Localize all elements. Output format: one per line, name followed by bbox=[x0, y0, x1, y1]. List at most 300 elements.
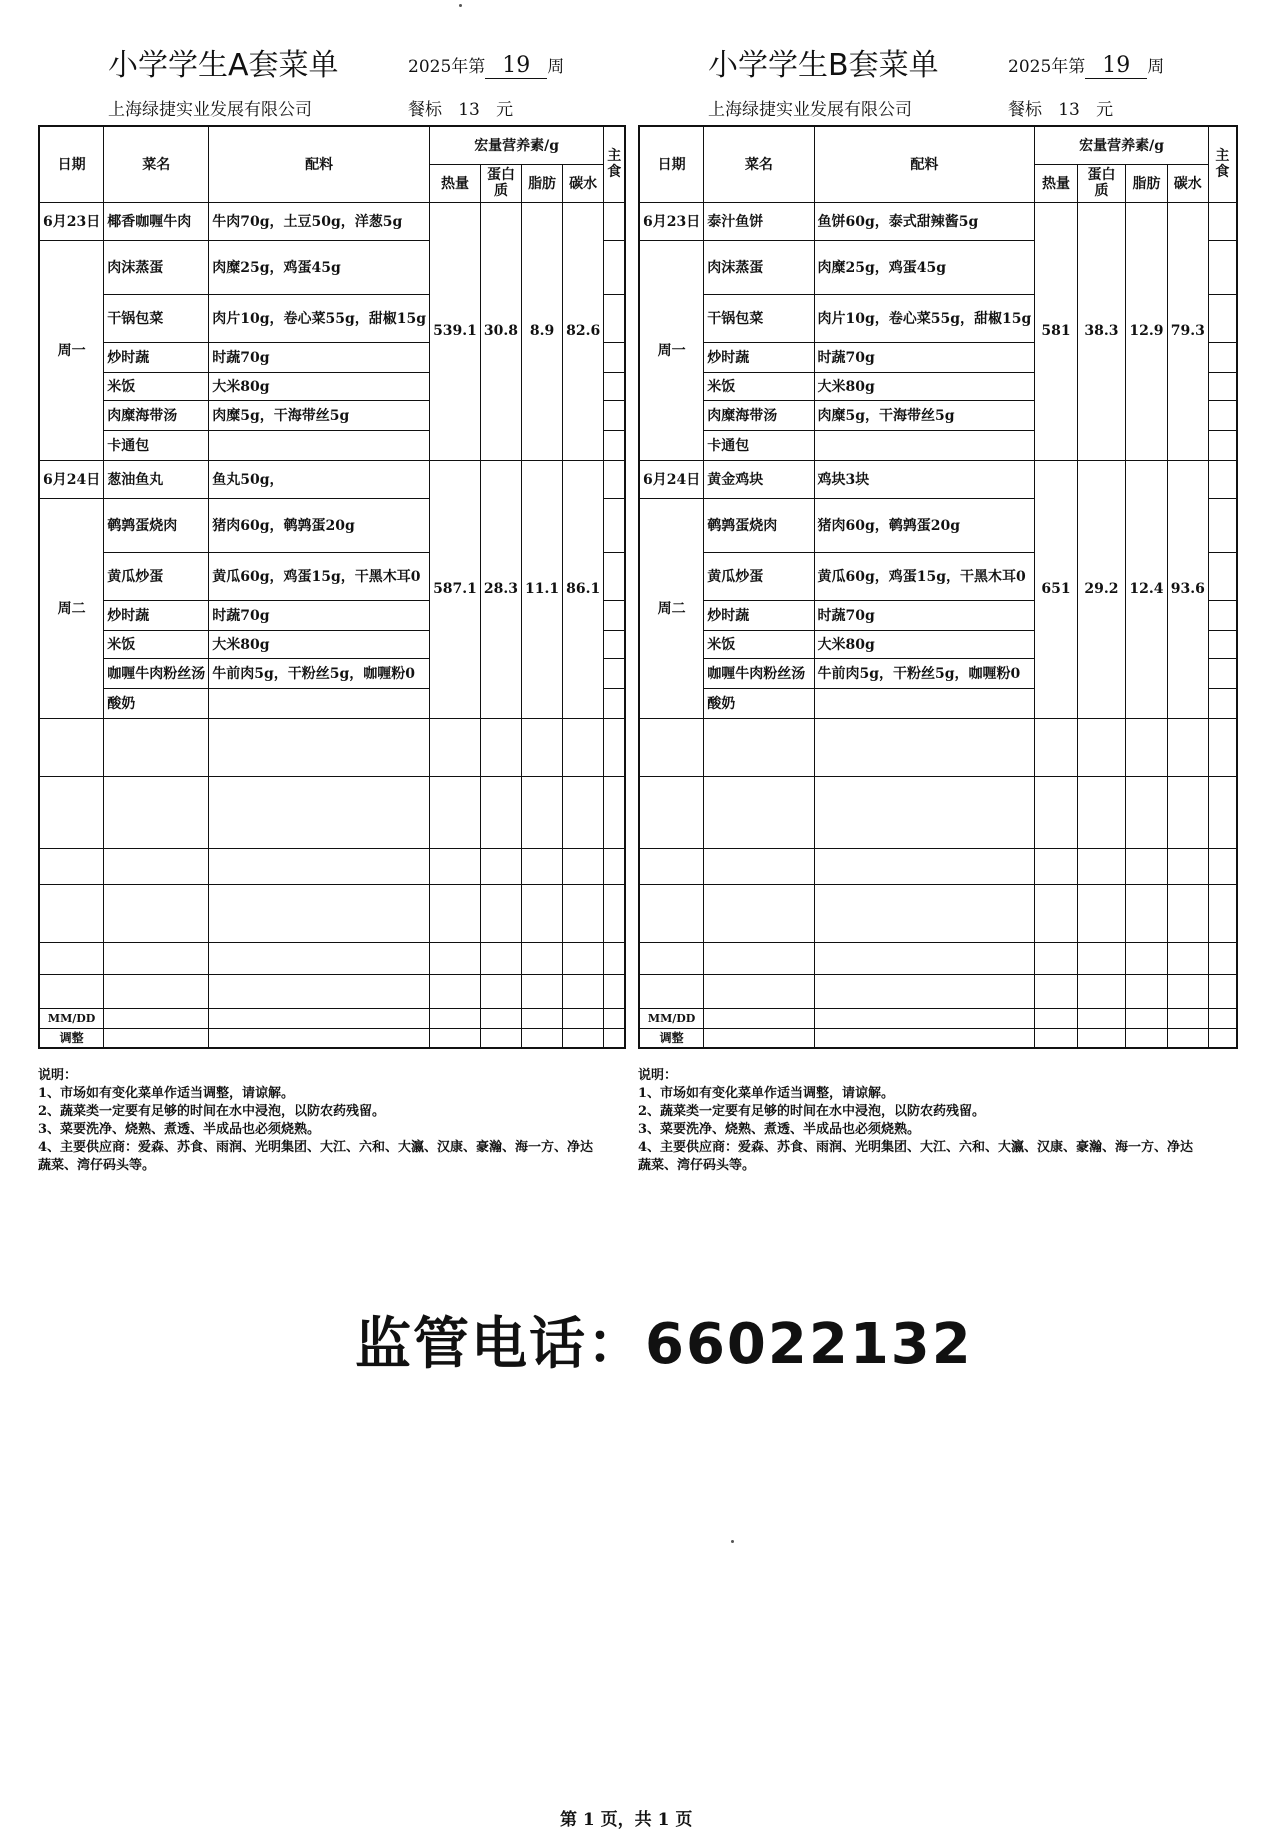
empty-cell bbox=[1035, 942, 1077, 974]
header-dish: 菜名 bbox=[104, 126, 209, 202]
empty-cell bbox=[1167, 942, 1208, 974]
dish-ingredients bbox=[209, 430, 430, 460]
empty-cell bbox=[1035, 1008, 1077, 1028]
empty-cell bbox=[814, 974, 1035, 1008]
empty-cell bbox=[430, 942, 481, 974]
empty-cell bbox=[104, 718, 209, 776]
dish-name: 泰汁鱼饼 bbox=[704, 202, 814, 240]
empty-cell bbox=[1167, 718, 1208, 776]
dish-ingredients: 大米80g bbox=[814, 372, 1035, 400]
dish-name: 黄金鸡块 bbox=[704, 460, 814, 498]
empty-cell bbox=[104, 776, 209, 848]
sheet-header bbox=[38, 0, 606, 125]
nutrient-carbs: 82.6 bbox=[563, 202, 604, 460]
empty-cell bbox=[814, 1008, 1035, 1028]
dish-name: 鹌鹑蛋烧肉 bbox=[704, 498, 814, 552]
empty-cell bbox=[1208, 942, 1237, 974]
day-weekday: 周二 bbox=[639, 498, 704, 718]
note-line: 说明： bbox=[38, 1068, 78, 1083]
dish-ingredients: 黄瓜60g，鸡蛋15g，干黑木耳0 bbox=[814, 552, 1035, 600]
staple-cell bbox=[1208, 202, 1237, 240]
empty-cell bbox=[704, 1008, 814, 1028]
note-line: 1、市场如有变化菜单作适当调整，请谅解。 bbox=[638, 1086, 895, 1101]
nutrient-calories: 651 bbox=[1035, 460, 1077, 718]
price-unit: 元 bbox=[496, 100, 514, 120]
empty-cell bbox=[604, 1028, 626, 1048]
empty-cell bbox=[522, 1028, 563, 1048]
empty-cell bbox=[522, 1008, 563, 1028]
dish-name: 咖喱牛肉粉丝汤 bbox=[704, 658, 814, 688]
header-calories: 热量 bbox=[430, 164, 481, 202]
empty-cell bbox=[814, 1028, 1035, 1048]
dish-name: 葱油鱼丸 bbox=[104, 460, 209, 498]
week-label bbox=[1008, 52, 1164, 79]
dish-name: 干锅包菜 bbox=[104, 294, 209, 342]
staple-cell bbox=[604, 400, 626, 430]
empty-cell bbox=[430, 1028, 481, 1048]
staple-cell bbox=[1208, 688, 1237, 718]
empty-cell bbox=[814, 776, 1035, 848]
year-week-prefix: 2025年第 bbox=[408, 57, 486, 77]
dish-name: 肉沫蒸蛋 bbox=[704, 240, 814, 294]
empty-cell bbox=[104, 1028, 209, 1048]
empty-cell bbox=[704, 776, 814, 848]
header-ingredients: 配料 bbox=[209, 126, 430, 202]
empty-cell bbox=[430, 776, 481, 848]
dish-name: 肉糜海带汤 bbox=[704, 400, 814, 430]
dish-ingredients: 鸡块3块 bbox=[814, 460, 1035, 498]
empty-cell bbox=[814, 942, 1035, 974]
empty-cell bbox=[1167, 848, 1208, 884]
dish-ingredients: 鱼饼60g，泰式甜辣酱5g bbox=[814, 202, 1035, 240]
dish-name: 黄瓜炒蛋 bbox=[104, 552, 209, 600]
dish-ingredients: 时蔬70g bbox=[209, 600, 430, 630]
empty-cell bbox=[814, 848, 1035, 884]
empty-cell bbox=[1208, 848, 1237, 884]
hotline-label: 监管电话： bbox=[355, 1312, 645, 1377]
week-suffix: 周 bbox=[547, 57, 565, 77]
staple-cell bbox=[604, 600, 626, 630]
staple-cell bbox=[604, 240, 626, 294]
empty-cell bbox=[430, 1008, 481, 1028]
adjust-label: 调整 bbox=[39, 1028, 104, 1048]
notes-block bbox=[638, 1067, 1198, 1175]
dish-ingredients: 肉片10g，卷心菜55g，甜椒15g bbox=[209, 294, 430, 342]
dish-name: 米饭 bbox=[104, 372, 209, 400]
meal-price bbox=[1008, 95, 1113, 120]
empty-cell bbox=[563, 942, 604, 974]
note-line: 说明： bbox=[638, 1068, 678, 1083]
nutrient-protein: 28.3 bbox=[480, 460, 521, 718]
notes-block bbox=[38, 1067, 598, 1175]
nutrient-fat: 12.4 bbox=[1126, 460, 1168, 718]
empty-cell bbox=[480, 776, 521, 848]
staple-cell bbox=[604, 342, 626, 372]
empty-row bbox=[39, 776, 625, 848]
header-staple: 主食 bbox=[1208, 126, 1237, 202]
empty-cell bbox=[1126, 884, 1168, 942]
empty-row bbox=[639, 848, 1237, 884]
menu-title: 小学学生B套菜单 bbox=[708, 48, 939, 83]
nutrient-protein: 38.3 bbox=[1077, 202, 1125, 460]
empty-cell bbox=[704, 848, 814, 884]
empty-cell bbox=[704, 884, 814, 942]
nutrient-carbs: 86.1 bbox=[563, 460, 604, 718]
empty-cell bbox=[1126, 1028, 1168, 1048]
table-row bbox=[639, 202, 1237, 240]
empty-cell bbox=[39, 942, 104, 974]
staple-cell bbox=[604, 430, 626, 460]
dish-ingredients: 大米80g bbox=[209, 630, 430, 658]
day-weekday: 周一 bbox=[639, 240, 704, 460]
empty-cell bbox=[563, 884, 604, 942]
empty-cell bbox=[104, 1008, 209, 1028]
empty-row bbox=[39, 848, 625, 884]
dish-ingredients: 大米80g bbox=[209, 372, 430, 400]
dish-name: 酸奶 bbox=[104, 688, 209, 718]
week-number: 19 bbox=[1085, 53, 1147, 79]
year-week-prefix: 2025年第 bbox=[1008, 57, 1086, 77]
staple-cell bbox=[1208, 658, 1237, 688]
empty-cell bbox=[639, 718, 704, 776]
empty-cell bbox=[209, 718, 430, 776]
header-nutrients: 宏量营养素/g bbox=[1035, 126, 1209, 164]
day-date: 6月23日 bbox=[639, 202, 704, 240]
nutrient-fat: 12.9 bbox=[1126, 202, 1168, 460]
sheet-header bbox=[638, 0, 1238, 125]
day-date: 6月23日 bbox=[39, 202, 104, 240]
dish-ingredients bbox=[814, 688, 1035, 718]
empty-cell bbox=[1167, 974, 1208, 1008]
empty-cell bbox=[522, 848, 563, 884]
dish-ingredients: 鱼丸50g， bbox=[209, 460, 430, 498]
dish-ingredients: 肉糜25g，鸡蛋45g bbox=[209, 240, 430, 294]
staple-cell bbox=[1208, 372, 1237, 400]
staple-cell bbox=[604, 630, 626, 658]
staple-cell bbox=[1208, 630, 1237, 658]
dish-ingredients: 时蔬70g bbox=[814, 600, 1035, 630]
menu-sheet-a bbox=[38, 0, 622, 1175]
week-number: 19 bbox=[485, 53, 547, 79]
dish-name: 咖喱牛肉粉丝汤 bbox=[104, 658, 209, 688]
header-nutrients: 宏量营养素/g bbox=[430, 126, 604, 164]
staple-cell bbox=[604, 552, 626, 600]
nutrient-calories: 539.1 bbox=[430, 202, 481, 460]
empty-cell bbox=[522, 942, 563, 974]
note-line: 3、菜要洗净、烧熟、煮透、半成品也必须烧熟。 bbox=[38, 1122, 321, 1137]
empty-cell bbox=[1126, 974, 1168, 1008]
company-name: 上海绿捷实业发展有限公司 bbox=[108, 100, 312, 120]
empty-cell bbox=[704, 718, 814, 776]
empty-cell bbox=[1208, 1008, 1237, 1028]
dish-ingredients: 猪肉60g，鹌鹑蛋20g bbox=[209, 498, 430, 552]
staple-cell bbox=[604, 202, 626, 240]
header-calories: 热量 bbox=[1035, 164, 1077, 202]
price-unit: 元 bbox=[1096, 100, 1114, 120]
company-name: 上海绿捷实业发展有限公司 bbox=[708, 100, 912, 120]
empty-cell bbox=[1208, 718, 1237, 776]
staple-cell bbox=[604, 460, 626, 498]
staple-cell bbox=[604, 498, 626, 552]
empty-cell bbox=[604, 1008, 626, 1028]
empty-cell bbox=[604, 942, 626, 974]
staple-cell bbox=[1208, 460, 1237, 498]
dish-name: 米饭 bbox=[104, 630, 209, 658]
note-line: 3、菜要洗净、烧熟、煮透、半成品也必须烧熟。 bbox=[638, 1122, 921, 1137]
price-label: 餐标 bbox=[408, 100, 442, 120]
empty-cell bbox=[639, 848, 704, 884]
empty-cell bbox=[39, 974, 104, 1008]
dish-ingredients: 时蔬70g bbox=[209, 342, 430, 372]
staple-cell bbox=[604, 658, 626, 688]
empty-cell bbox=[1077, 1008, 1125, 1028]
menu-table bbox=[638, 125, 1238, 1049]
empty-cell bbox=[522, 718, 563, 776]
dish-ingredients: 牛前肉5g，干粉丝5g，咖喱粉0 bbox=[209, 658, 430, 688]
dish-name: 炒时蔬 bbox=[704, 600, 814, 630]
empty-cell bbox=[522, 884, 563, 942]
mmdd-label: MM/DD bbox=[639, 1008, 704, 1028]
empty-cell bbox=[604, 776, 626, 848]
dish-name: 炒时蔬 bbox=[104, 342, 209, 372]
empty-cell bbox=[39, 776, 104, 848]
adjust-label: 调整 bbox=[639, 1028, 704, 1048]
staple-cell bbox=[604, 688, 626, 718]
empty-cell bbox=[522, 776, 563, 848]
empty-cell bbox=[480, 942, 521, 974]
header-ingredients: 配料 bbox=[814, 126, 1035, 202]
empty-row bbox=[639, 776, 1237, 848]
price-label: 餐标 bbox=[1008, 100, 1042, 120]
price-value: 13 bbox=[1058, 100, 1080, 120]
dish-name: 肉沫蒸蛋 bbox=[104, 240, 209, 294]
empty-row bbox=[39, 942, 625, 974]
dish-name: 米饭 bbox=[704, 630, 814, 658]
dish-ingredients: 牛前肉5g，干粉丝5g，咖喱粉0 bbox=[814, 658, 1035, 688]
empty-cell bbox=[563, 1008, 604, 1028]
week-label bbox=[408, 52, 564, 79]
staple-cell bbox=[1208, 342, 1237, 372]
empty-cell bbox=[480, 718, 521, 776]
empty-cell bbox=[209, 884, 430, 942]
dish-name: 酸奶 bbox=[704, 688, 814, 718]
empty-cell bbox=[704, 974, 814, 1008]
mmdd-row bbox=[39, 1008, 625, 1028]
dish-ingredients: 肉糜5g，干海带丝5g bbox=[209, 400, 430, 430]
empty-cell bbox=[639, 884, 704, 942]
dish-ingredients: 猪肉60g，鹌鹑蛋20g bbox=[814, 498, 1035, 552]
empty-row bbox=[39, 974, 625, 1008]
empty-cell bbox=[1077, 1028, 1125, 1048]
empty-cell bbox=[1035, 1028, 1077, 1048]
dish-name: 肉糜海带汤 bbox=[104, 400, 209, 430]
mmdd-row bbox=[639, 1008, 1237, 1028]
empty-cell bbox=[480, 974, 521, 1008]
empty-row bbox=[639, 942, 1237, 974]
empty-cell bbox=[1077, 848, 1125, 884]
dish-name: 卡通包 bbox=[104, 430, 209, 460]
staple-cell bbox=[1208, 600, 1237, 630]
empty-cell bbox=[1208, 1028, 1237, 1048]
price-value: 13 bbox=[458, 100, 480, 120]
staple-cell bbox=[1208, 400, 1237, 430]
page-footer: 第 1 页，共 1 页 bbox=[560, 1810, 693, 1830]
menu-table bbox=[38, 125, 626, 1049]
dish-ingredients bbox=[814, 430, 1035, 460]
empty-cell bbox=[39, 848, 104, 884]
note-line: 1、市场如有变化菜单作适当调整，请谅解。 bbox=[38, 1086, 295, 1101]
empty-cell bbox=[604, 848, 626, 884]
empty-cell bbox=[604, 884, 626, 942]
day-weekday: 周一 bbox=[39, 240, 104, 460]
empty-cell bbox=[563, 718, 604, 776]
empty-cell bbox=[1167, 1008, 1208, 1028]
empty-cell bbox=[1077, 884, 1125, 942]
empty-row bbox=[39, 718, 625, 776]
dish-ingredients: 黄瓜60g，鸡蛋15g，干黑木耳0 bbox=[209, 552, 430, 600]
header-carbs: 碳水 bbox=[563, 164, 604, 202]
header-protein: 蛋白质 bbox=[480, 164, 521, 202]
nutrient-protein: 29.2 bbox=[1077, 460, 1125, 718]
empty-row bbox=[639, 884, 1237, 942]
nutrient-fat: 8.9 bbox=[522, 202, 563, 460]
empty-cell bbox=[563, 974, 604, 1008]
dish-name: 鹌鹑蛋烧肉 bbox=[104, 498, 209, 552]
empty-cell bbox=[1126, 1008, 1168, 1028]
day-date: 6月24日 bbox=[39, 460, 104, 498]
empty-cell bbox=[1167, 776, 1208, 848]
empty-cell bbox=[1035, 718, 1077, 776]
empty-cell bbox=[430, 848, 481, 884]
nutrient-calories: 587.1 bbox=[430, 460, 481, 718]
empty-cell bbox=[814, 884, 1035, 942]
empty-cell bbox=[104, 942, 209, 974]
nutrient-carbs: 93.6 bbox=[1167, 460, 1208, 718]
dish-ingredients: 肉糜5g，干海带丝5g bbox=[814, 400, 1035, 430]
empty-row bbox=[639, 718, 1237, 776]
empty-cell bbox=[39, 718, 104, 776]
empty-cell bbox=[639, 776, 704, 848]
empty-cell bbox=[209, 1008, 430, 1028]
dish-ingredients: 肉片10g，卷心菜55g，甜椒15g bbox=[814, 294, 1035, 342]
empty-cell bbox=[639, 942, 704, 974]
empty-cell bbox=[480, 884, 521, 942]
empty-cell bbox=[563, 1028, 604, 1048]
empty-cell bbox=[1167, 1028, 1208, 1048]
empty-cell bbox=[1126, 848, 1168, 884]
header-fat: 脂肪 bbox=[1126, 164, 1168, 202]
header-carbs: 碳水 bbox=[1167, 164, 1208, 202]
empty-cell bbox=[604, 974, 626, 1008]
empty-cell bbox=[1077, 974, 1125, 1008]
nutrient-carbs: 79.3 bbox=[1167, 202, 1208, 460]
note-line: 2、蔬菜类一定要有足够的时间在水中浸泡，以防农药残留。 bbox=[638, 1104, 986, 1119]
empty-cell bbox=[563, 848, 604, 884]
empty-cell bbox=[814, 718, 1035, 776]
empty-cell bbox=[1126, 942, 1168, 974]
empty-row bbox=[639, 974, 1237, 1008]
staple-cell bbox=[1208, 498, 1237, 552]
menu-title: 小学学生A套菜单 bbox=[108, 48, 339, 83]
empty-cell bbox=[1035, 974, 1077, 1008]
supervision-hotline bbox=[355, 1300, 973, 1380]
staple-cell bbox=[1208, 294, 1237, 342]
header-protein: 蛋白质 bbox=[1077, 164, 1125, 202]
dish-ingredients bbox=[209, 688, 430, 718]
header-date: 日期 bbox=[39, 126, 104, 202]
empty-row bbox=[39, 884, 625, 942]
empty-cell bbox=[209, 1028, 430, 1048]
empty-cell bbox=[604, 718, 626, 776]
meal-price bbox=[408, 95, 513, 120]
dish-name: 椰香咖喱牛肉 bbox=[104, 202, 209, 240]
empty-cell bbox=[104, 848, 209, 884]
empty-cell bbox=[639, 974, 704, 1008]
nutrient-calories: 581 bbox=[1035, 202, 1077, 460]
empty-cell bbox=[209, 974, 430, 1008]
empty-cell bbox=[104, 884, 209, 942]
nutrient-fat: 11.1 bbox=[522, 460, 563, 718]
adjust-row bbox=[639, 1028, 1237, 1048]
table-row bbox=[39, 202, 625, 240]
table-row bbox=[639, 460, 1237, 498]
empty-cell bbox=[209, 942, 430, 974]
staple-cell bbox=[604, 372, 626, 400]
empty-cell bbox=[704, 942, 814, 974]
empty-cell bbox=[1208, 884, 1237, 942]
empty-cell bbox=[1126, 776, 1168, 848]
empty-cell bbox=[430, 974, 481, 1008]
empty-cell bbox=[480, 1008, 521, 1028]
empty-cell bbox=[209, 848, 430, 884]
empty-cell bbox=[39, 884, 104, 942]
empty-cell bbox=[1167, 884, 1208, 942]
note-line: 2、蔬菜类一定要有足够的时间在水中浸泡，以防农药残留。 bbox=[38, 1104, 386, 1119]
staple-cell bbox=[1208, 430, 1237, 460]
hotline-number: 66022132 bbox=[645, 1312, 973, 1377]
dish-name: 黄瓜炒蛋 bbox=[704, 552, 814, 600]
dish-name: 炒时蔬 bbox=[704, 342, 814, 372]
adjust-row bbox=[39, 1028, 625, 1048]
mmdd-label: MM/DD bbox=[39, 1008, 104, 1028]
dish-ingredients: 牛肉70g，土豆50g，洋葱5g bbox=[209, 202, 430, 240]
header-date: 日期 bbox=[639, 126, 704, 202]
empty-cell bbox=[1035, 848, 1077, 884]
staple-cell bbox=[604, 294, 626, 342]
note-line: 4、主要供应商：爱森、苏食、雨润、光明集团、大江、六和、大瀛、汉康、豪瀚、海一方、净达蔬菜、湾仔码头等。 bbox=[38, 1140, 594, 1173]
dish-ingredients: 大米80g bbox=[814, 630, 1035, 658]
dish-name: 米饭 bbox=[704, 372, 814, 400]
empty-cell bbox=[104, 974, 209, 1008]
empty-cell bbox=[1035, 776, 1077, 848]
nutrient-protein: 30.8 bbox=[480, 202, 521, 460]
header-fat: 脂肪 bbox=[522, 164, 563, 202]
staple-cell bbox=[1208, 240, 1237, 294]
note-line: 4、主要供应商：爱森、苏食、雨润、光明集团、大江、六和、大瀛、汉康、豪瀚、海一方、净达蔬菜、湾仔码头等。 bbox=[638, 1140, 1194, 1173]
empty-cell bbox=[563, 776, 604, 848]
dish-name: 卡通包 bbox=[704, 430, 814, 460]
staple-cell bbox=[1208, 552, 1237, 600]
empty-cell bbox=[1208, 776, 1237, 848]
empty-cell bbox=[704, 1028, 814, 1048]
empty-cell bbox=[480, 848, 521, 884]
empty-cell bbox=[430, 884, 481, 942]
empty-cell bbox=[480, 1028, 521, 1048]
menu-sheet-b bbox=[638, 0, 1238, 1175]
empty-cell bbox=[1035, 884, 1077, 942]
dish-ingredients: 肉糜25g，鸡蛋45g bbox=[814, 240, 1035, 294]
empty-cell bbox=[1077, 718, 1125, 776]
